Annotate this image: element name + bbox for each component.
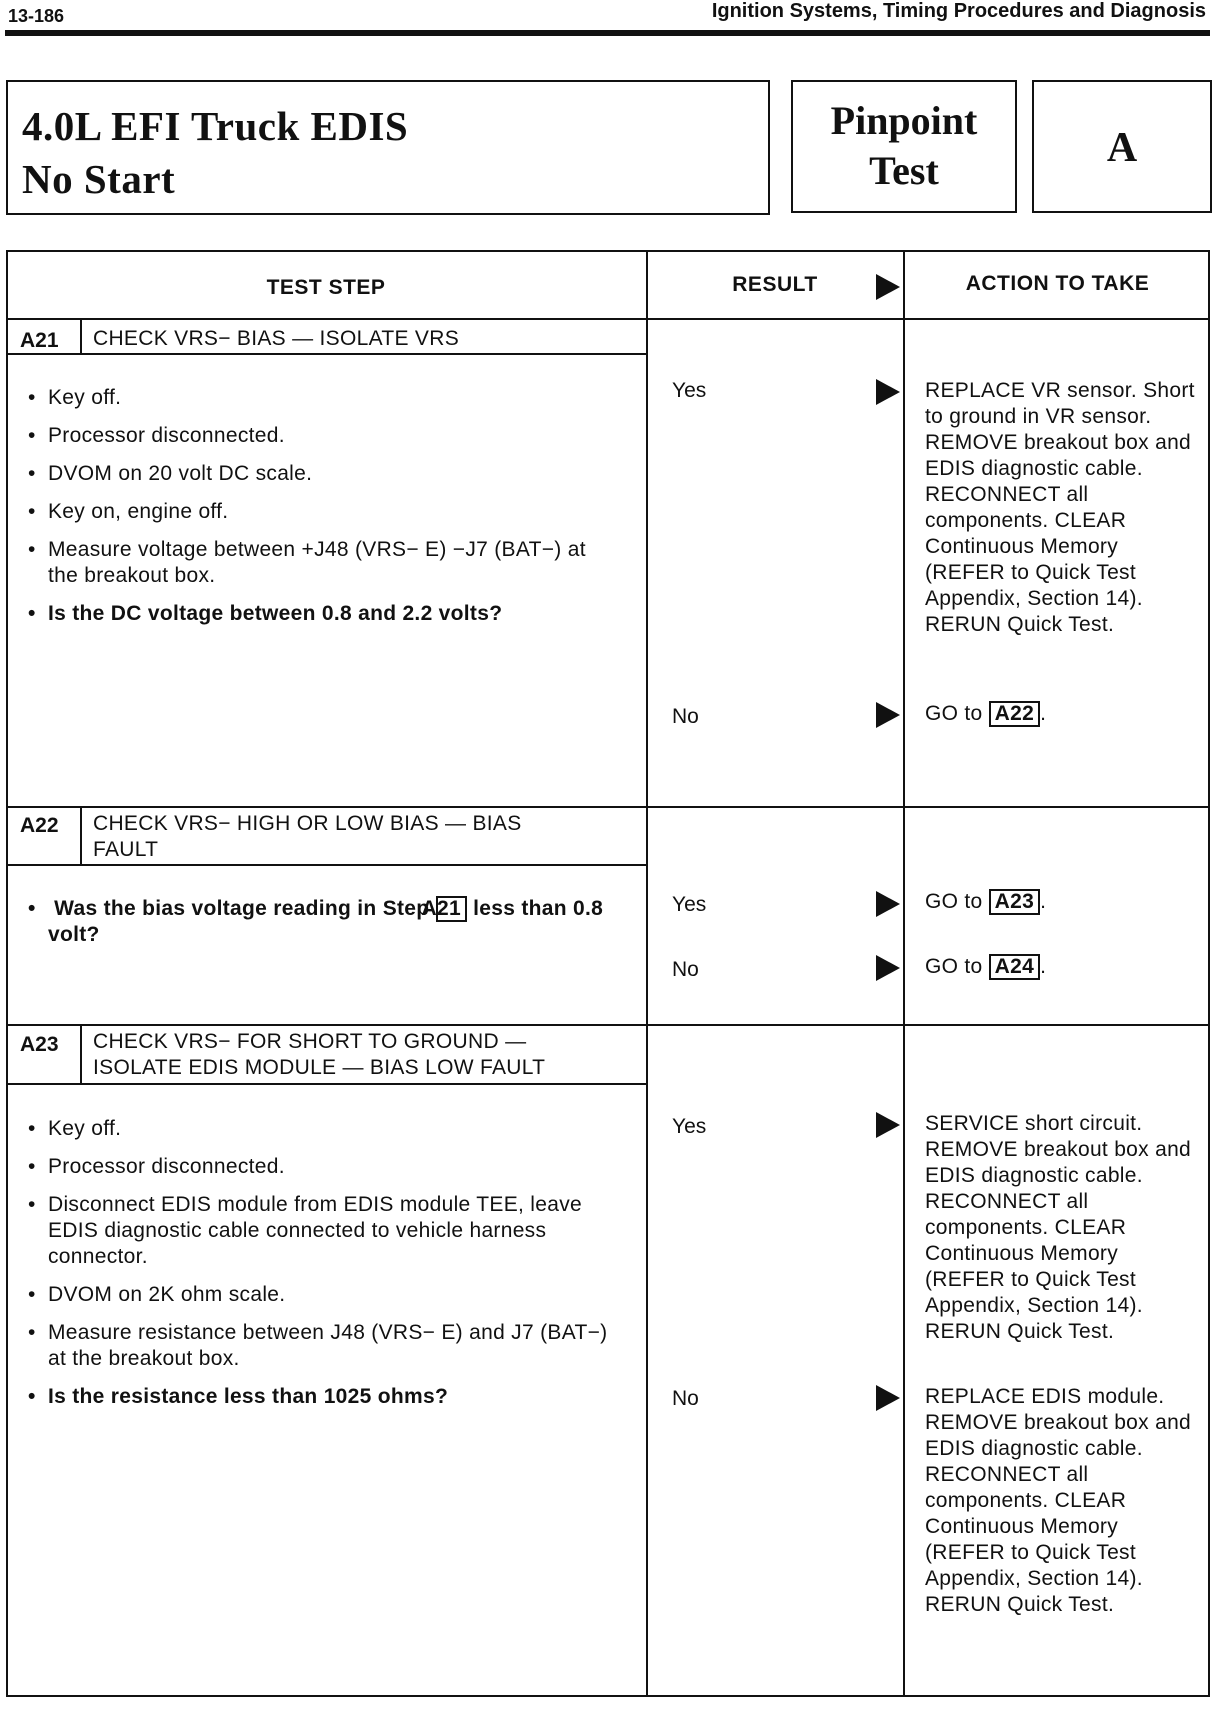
action-text: REPLACE EDIS module. REMOVE breakout box and EDIS diagnostic cable. RECONNECT all components. CLEAR Continuous Memory (REFER to Quick Test Appendix, Section 14). RERUN Quick Test.: [925, 1385, 1192, 1616]
header-rule: [5, 30, 1210, 36]
title-box: [6, 80, 770, 215]
list-item: • DVOM on 20 volt DC scale.: [28, 461, 628, 487]
result-yes: Yes: [672, 1115, 707, 1138]
step-title-line: CHECK VRS− HIGH OR LOW BIAS — BIAS: [93, 812, 522, 835]
pinpoint-label: Pinpoint: [830, 98, 978, 143]
title-line-1: 4.0L EFI Truck EDIS: [22, 103, 409, 149]
test-letter-box: [1032, 80, 1212, 213]
header-row-divider: [6, 318, 1210, 320]
action-text: SERVICE short circuit. REMOVE breakout box and EDIS diagnostic cable. RECONNECT all components. CLEAR Continuous Memory (REFER to Quick Test Appendix, Section 14). RERUN Quick Test.: [925, 1112, 1192, 1343]
step-ref-a24: A24: [989, 954, 1040, 980]
a23-procedure-list: [28, 1116, 628, 1410]
question-item: • Is the DC voltage between 0.8 and 2.2 volts?: [28, 601, 628, 627]
a23-id-divider: [80, 1026, 82, 1085]
list-item: • Processor disconnected.: [28, 1154, 628, 1180]
a21-header-divider: [6, 353, 646, 355]
row-divider-a22: [6, 1024, 1210, 1026]
arrow-icon: [876, 1385, 900, 1411]
a21-id-divider: [80, 320, 82, 355]
list-item: • Processor disconnected.: [28, 423, 628, 449]
result-yes: Yes: [672, 379, 707, 402]
step-title-line: ISOLATE EDIS MODULE — BIAS LOW FAULT: [93, 1056, 546, 1079]
step-id-a22: A22: [20, 814, 59, 837]
step-ref-a23: A23: [989, 889, 1040, 915]
page-number: 13-186: [8, 6, 65, 26]
arrow-icon: [876, 955, 900, 981]
column-header-action: ACTION TO TAKE: [965, 272, 1150, 295]
title-line-2: No Start: [22, 156, 176, 202]
action-text: REPLACE VR sensor. Short to ground in VR sensor. REMOVE breakout box and EDIS diagnostic cable. RECONNECT all components. CLEAR Continuous Memory (REFER to Quick Test Appendix, Section 14). RERUN Quick Test.: [925, 379, 1195, 636]
list-item: • Key on, engine off.: [28, 499, 628, 525]
test-letter: A: [1106, 125, 1138, 171]
column-divider-result: [646, 250, 648, 1697]
a23-header-divider: [6, 1083, 646, 1085]
step-title-a21: CHECK VRS− BIAS — ISOLATE VRS: [93, 327, 459, 350]
column-header-test-step: TEST STEP: [266, 276, 386, 299]
column-header-result: RESULT: [732, 273, 818, 296]
running-title: Ignition Systems, Timing Procedures and Diagnosis: [711, 0, 1206, 22]
action-prefix: GO to: [925, 955, 983, 978]
step-id-a23: A23: [20, 1033, 59, 1056]
action-text: [925, 889, 1046, 915]
step-title-line: FAULT: [93, 838, 159, 861]
step-title-a22: [93, 811, 522, 863]
question-suffix: less than 0.8 volt?: [48, 897, 604, 946]
question-prefix: Was the bias voltage reading in Step: [54, 897, 430, 920]
list-item: • Measure resistance between J48 (VRS− E) and J7 (BAT−) at the breakout box.: [28, 1320, 628, 1372]
test-label: Test: [869, 148, 939, 193]
step-title-line: CHECK VRS− FOR SHORT TO GROUND —: [93, 1030, 527, 1053]
arrow-icon: [876, 702, 900, 728]
result-arrow-icon: [876, 274, 900, 300]
result-yes: Yes: [672, 893, 707, 916]
list-item: • Key off.: [28, 385, 628, 411]
arrow-icon: [876, 891, 900, 917]
a21-procedure-list: [28, 385, 628, 627]
action-suffix: .: [1040, 955, 1047, 978]
step-ref-a22: A22: [989, 701, 1040, 727]
action-text: [925, 701, 1046, 727]
list-item: • Disconnect EDIS module from EDIS module TEE, leave EDIS diagnostic cable connected to vehicle harness connector.: [28, 1192, 628, 1270]
list-item: • Measure voltage between +J48 (VRS− E) −J7 (BAT−) at the breakout box.: [28, 537, 608, 589]
row-divider-a21: [6, 806, 1210, 808]
list-item: • DVOM on 2K ohm scale.: [28, 1282, 628, 1308]
list-item: • Key off.: [28, 1116, 628, 1142]
action-text: [925, 954, 1046, 980]
action-suffix: .: [1040, 702, 1047, 725]
action-prefix: GO to: [925, 890, 983, 913]
action-suffix: .: [1040, 890, 1047, 913]
a22-header-divider: [6, 864, 646, 866]
result-no: No: [672, 705, 699, 728]
step-title-a23: [93, 1029, 545, 1081]
question-item: • Is the resistance less than 1025 ohms?: [28, 1384, 628, 1410]
result-no: No: [672, 1387, 699, 1410]
arrow-icon: [876, 1112, 900, 1138]
pinpoint-test-box: [791, 80, 1017, 213]
step-ref-a21: A21: [436, 896, 467, 922]
a22-id-divider: [80, 808, 82, 866]
result-no: No: [672, 958, 699, 981]
column-divider-action: [903, 250, 905, 1697]
question-item: [28, 896, 608, 948]
step-id-a21: A21: [20, 329, 59, 352]
arrow-icon: [876, 379, 900, 405]
action-prefix: GO to: [925, 702, 983, 725]
